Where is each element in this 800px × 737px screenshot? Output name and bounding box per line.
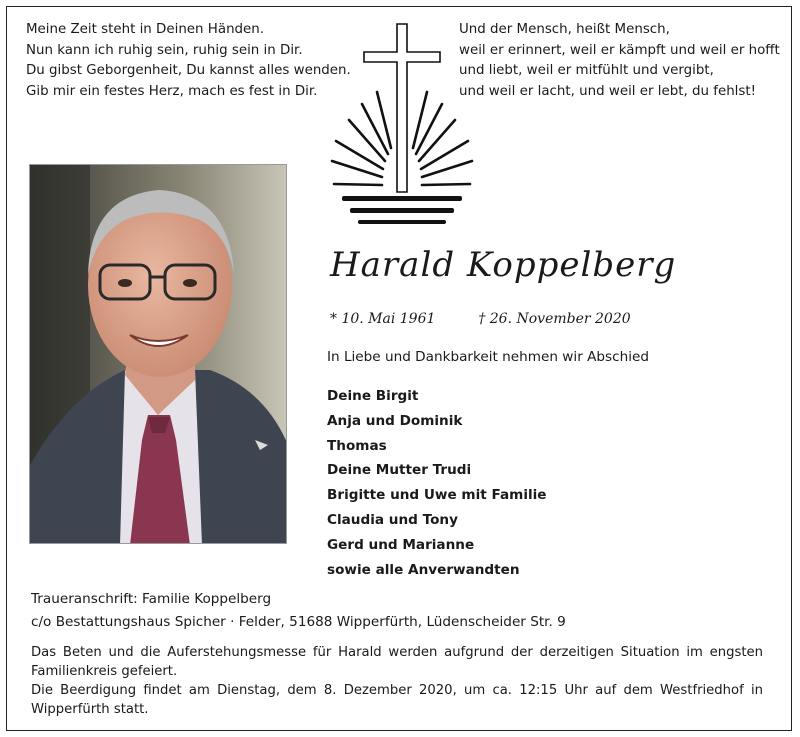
list-item: Deine Birgit xyxy=(327,388,419,404)
poem-line: Meine Zeit steht in Deinen Händen. xyxy=(26,22,265,37)
portrait-photo xyxy=(29,164,287,544)
poem-line: weil er erinnert, weil er kämpft und weil er hofft xyxy=(459,42,780,58)
poem-line: Du gibst Geborgenheit, Du kannst alles wenden. xyxy=(26,63,351,78)
poem-line: und weil er lacht, und weil er lebt, du fehlst! xyxy=(459,83,756,99)
cross-sunrise-icon xyxy=(322,20,482,230)
list-item: sowie alle Anverwandten xyxy=(327,561,520,578)
address-line: Traueranschrift: Familie Koppelberg xyxy=(31,591,272,607)
address-line: c/o Bestattungshaus Spicher · Felder, 51688 Wipperfürth, Lüdenscheider Str. 9 xyxy=(31,614,566,630)
notice-paragraph: Das Beten und die Auferstehungsmesse für Harald werden aufgrund der derzeitigen Situation im engsten Familienkreis gefeiert. xyxy=(31,645,763,679)
list-item: Claudia und Tony xyxy=(327,511,458,528)
funeral-notice xyxy=(31,643,763,719)
life-dates xyxy=(330,311,631,327)
notice-paragraph: Die Beerdigung findet am Dienstag, dem 8. Dezember 2020, um ca. 12:15 Uhr auf dem Westfriedhof in Wipperfürth statt. xyxy=(31,683,763,717)
list-item: Gerd und Marianne xyxy=(327,536,475,553)
mourning-address xyxy=(31,588,566,634)
poem-line: Und der Mensch, heißt Mensch, xyxy=(459,22,670,37)
list-item: Thomas xyxy=(327,437,387,454)
birth-date: * 10. Mai 1961 xyxy=(330,311,436,327)
poem-line: Nun kann ich ruhig sein, ruhig sein in Dir. xyxy=(26,42,303,58)
farewell-text: In Liebe und Dankbarkeit nehmen wir Abschied xyxy=(327,349,649,365)
list-item: Deine Mutter Trudi xyxy=(327,462,472,479)
list-item: Brigitte und Uwe mit Familie xyxy=(327,487,547,504)
deceased-name: Harald Koppelberg xyxy=(330,245,677,285)
poem-line: und liebt, weil er mitfühlt und vergibt, xyxy=(459,63,714,78)
mourners-list xyxy=(327,384,547,582)
list-item: Anja und Dominik xyxy=(327,412,463,429)
poem-right xyxy=(459,20,780,102)
death-date: † 26. November 2020 xyxy=(478,311,631,327)
poem-left xyxy=(26,20,351,102)
poem-line: Gib mir ein festes Herz, mach es fest in Dir. xyxy=(26,83,318,99)
